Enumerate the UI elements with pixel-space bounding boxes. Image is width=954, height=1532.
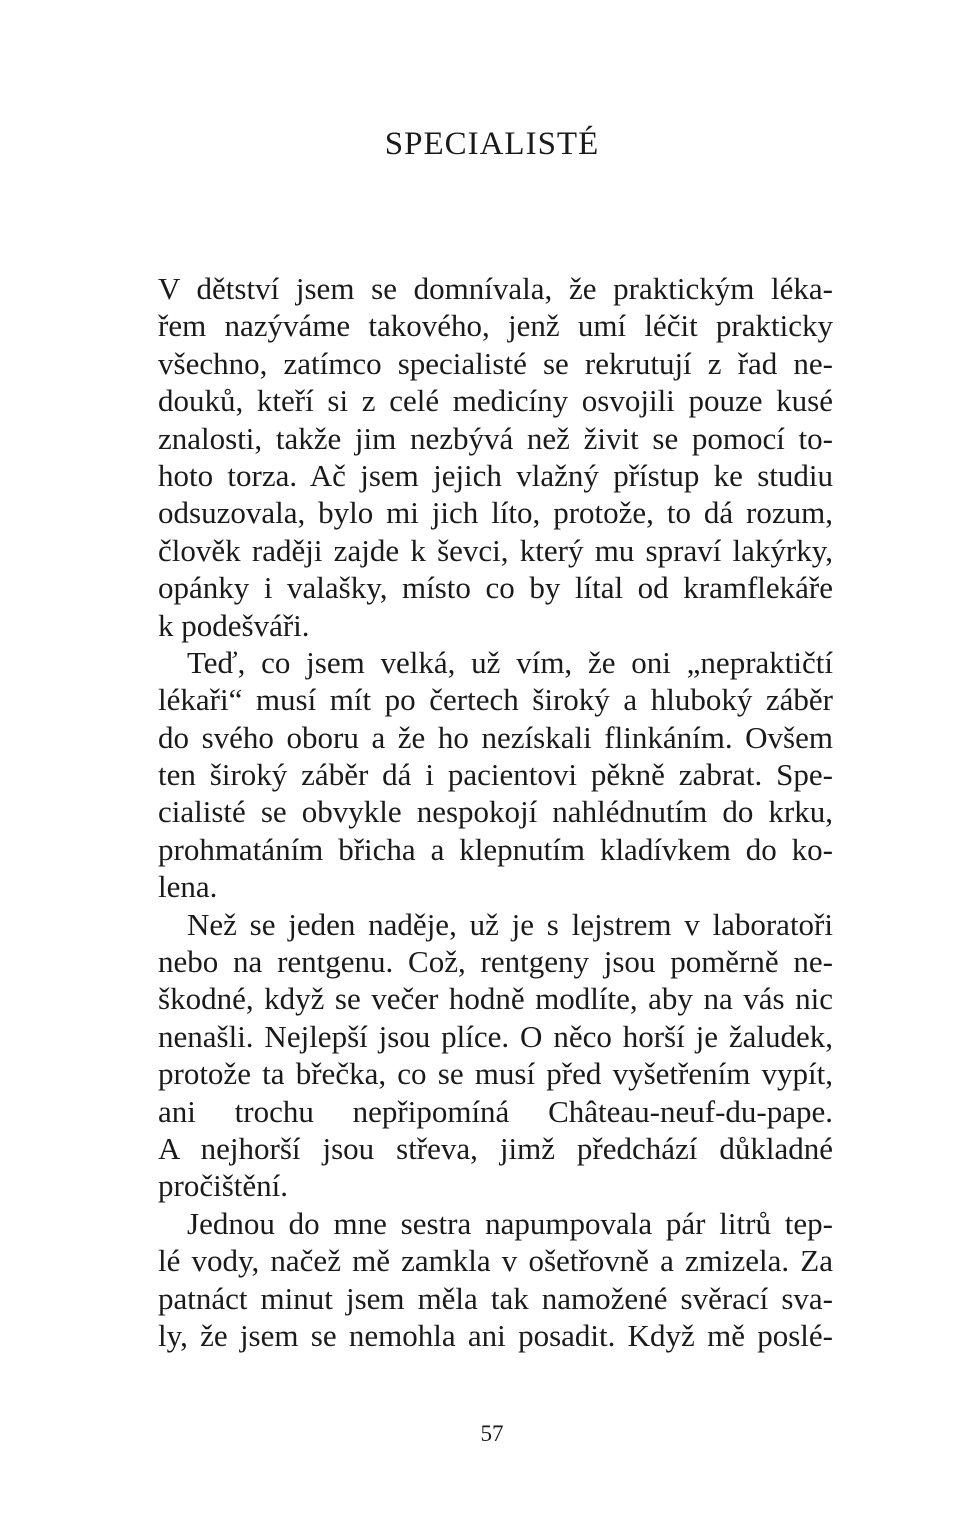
text-line: patnáct minut jsem měla tak namožené svěrací sva- bbox=[158, 1280, 833, 1316]
text-line: ten široký záběr dá i pacientovi pěkně zabrat. Spe- bbox=[158, 757, 833, 793]
text-line: lena. bbox=[158, 869, 218, 905]
text-line: řem nazýváme takového, jenž umí léčit prakticky bbox=[158, 308, 833, 344]
page-number: 57 bbox=[480, 1421, 504, 1446]
text-line: do svého oboru a že ho nezískali flinkáním. Ovšem bbox=[158, 719, 833, 755]
text-line: pročištění. bbox=[158, 1168, 288, 1204]
body-text bbox=[158, 270, 833, 1354]
text-line: odsuzovala, bylo mi jich líto, protože, to dá rozum, bbox=[158, 495, 833, 531]
text-line: nebo na rentgenu. Což, rentgeny jsou poměrně ne- bbox=[158, 944, 833, 980]
text-line: opánky i valašky, místo co by lítal od kramflekáře bbox=[158, 570, 833, 606]
text-line: nenašli. Nejlepší jsou plíce. O něco horší je žaludek, bbox=[158, 1018, 833, 1054]
text-line: lé vody, načež mě zamkla v ošetřovně a zmizela. Za bbox=[158, 1243, 833, 1279]
text-line: A nejhorší jsou střeva, jimž předchází důkladné bbox=[158, 1130, 833, 1166]
text-line: znalosti, takže jim nezbývá než živit se pomocí to- bbox=[158, 420, 833, 456]
paragraph-start-line: Jednou do mne sestra napumpovala pár litrů tep- bbox=[187, 1205, 833, 1241]
text-line: prohmatáním břicha a klepnutím kladívkem do ko- bbox=[158, 831, 833, 867]
text-line: lékaři“ musí mít po čertech široký a hluboký záběr bbox=[158, 682, 833, 718]
text-line: hoto torza. Ač jsem jejich vlažný přístup ke studiu bbox=[158, 457, 833, 493]
text-line: V dětství jsem se domnívala, že praktickým léka- bbox=[158, 271, 833, 306]
text-line: k podešváři. bbox=[158, 607, 310, 643]
text-line: ly, že jsem se nemohla ani posadit. Když mě poslé- bbox=[158, 1317, 833, 1353]
text-line: douků, kteří si z celé medicíny osvojili pouze kusé bbox=[158, 383, 833, 419]
text-line: ani trochu nepřipomíná Château-neuf-du-pape. bbox=[158, 1093, 833, 1129]
text-line: člověk raději zajde k ševci, který mu spraví lakýrky, bbox=[158, 532, 833, 568]
text-line: protože ta břečka, co se musí před vyšetřením vypít, bbox=[158, 1056, 833, 1092]
paragraph-start-line: Teď, co jsem velká, už vím, že oni „nepraktičtí bbox=[187, 644, 833, 680]
text-line: všechno, zatímco specialisté se rekrutují z řad ne- bbox=[158, 345, 833, 381]
text-line: cialisté se obvykle nespokojí nahlédnutím do krku, bbox=[158, 794, 833, 830]
paragraph-start-line: Než se jeden naděje, už je s lejstrem v laboratoři bbox=[187, 906, 833, 942]
text-line: škodné, když se večer hodně modlíte, aby na vás nic bbox=[158, 981, 833, 1017]
chapter-title: SPECIALISTÉ bbox=[384, 126, 600, 162]
